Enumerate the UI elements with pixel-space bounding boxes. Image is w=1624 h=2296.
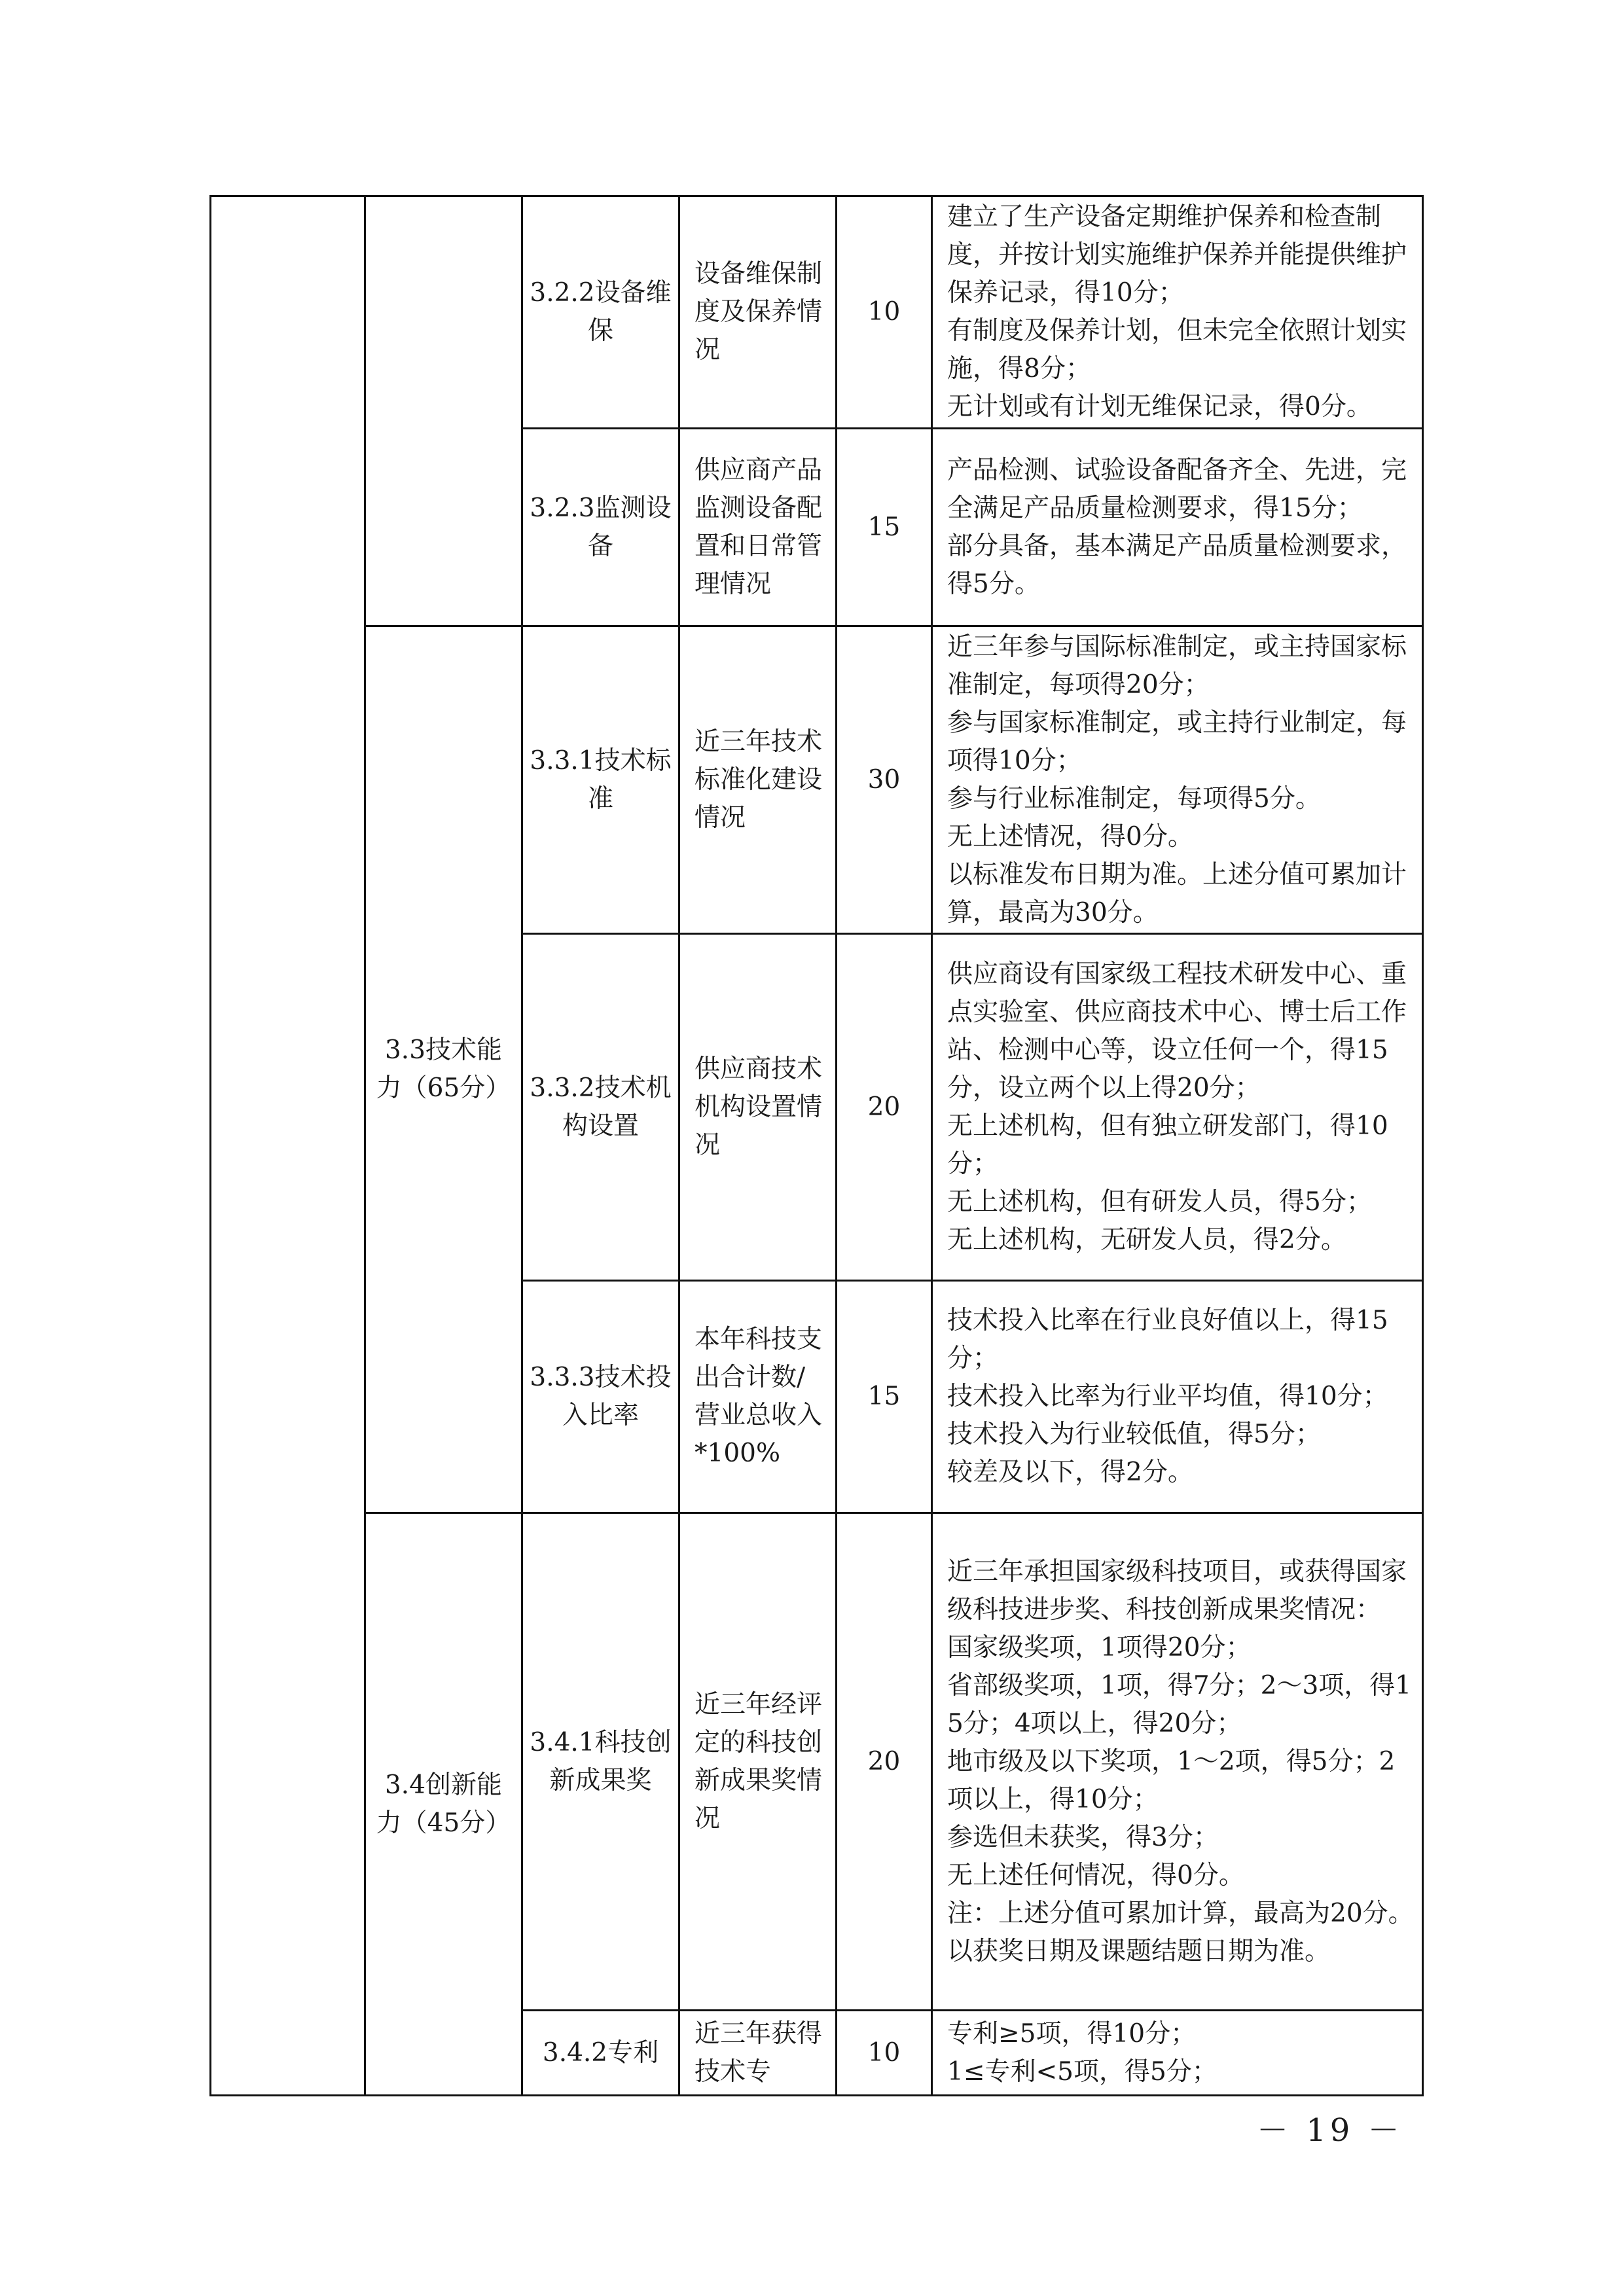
scoring-criteria [932, 1513, 1423, 2011]
indicator-content: 供应商技术机构设置情况 [679, 934, 837, 1281]
score-value: 20 [837, 1513, 932, 2011]
page-number: － 19 － [1257, 2112, 1403, 2149]
score-value: 10 [837, 2011, 932, 2096]
criteria-line: 1≤专利<5项，得5分； [947, 2056, 1218, 2087]
criteria-line: 参选但未获奖，得3分； [947, 1822, 1219, 1852]
indicator-content: 近三年技术标准化建设情况 [679, 626, 837, 934]
indicator-content: 本年科技支出合计数/营业总收入*100% [679, 1281, 837, 1513]
score-value: 20 [837, 934, 932, 1281]
criteria-line: 无上述机构，无研发人员，得2分。 [947, 1225, 1346, 1255]
criteria-line: 参与行业标准制定，每项得5分。 [947, 783, 1321, 814]
criteria-line: 产品检测、试验设备配备齐全、先进，完全满足产品质量检测要求，得15分； [947, 455, 1407, 523]
criteria-line: 地市级及以下奖项，1～2项，得5分；2项以上，得10分； [947, 1746, 1396, 1814]
table-row [211, 626, 1423, 934]
sub-item-code: 3.3.2技术机构设置 [522, 934, 679, 1281]
criteria-line: 技术投入为行业较低值，得5分； [947, 1420, 1321, 1449]
criteria-line: 部分具备，基本满足产品质量检测要求，得5分。 [947, 531, 1407, 599]
criteria-line: 无计划或有计划无维保记录，得0分。 [947, 392, 1372, 422]
criteria-line: 供应商设有国家级工程技术研发中心、重点实验室、供应商技术中心、博士后工作站、检测中心等，设立任何一个，得15分，设立两个以上得20分； [947, 959, 1407, 1103]
criteria-line: 注：上述分值可累加计算，最高为20分。以获奖日期及课题结题日期为准。 [947, 1898, 1414, 1966]
scoring-criteria [932, 2011, 1423, 2096]
indicator-content: 供应商产品监测设备配置和日常管理情况 [679, 429, 837, 626]
criteria-line: 近三年参与国际标准制定，或主持国家标准制定，每项得20分； [947, 632, 1407, 700]
criteria-line: 无上述机构，但有独立研发部门，得10分； [947, 1111, 1388, 1179]
score-value: 30 [837, 626, 932, 934]
group-cell-3-2 [365, 196, 522, 626]
criteria-line: 省部级奖项，1项，得7分；2～3项，得15分；4项以上，得20分； [947, 1670, 1412, 1738]
indicator-content: 设备维保制度及保养情况 [679, 196, 837, 429]
score-value: 15 [837, 429, 932, 626]
criteria-line: 无上述机构，但有研发人员，得5分； [947, 1187, 1372, 1217]
scoring-criteria [932, 1281, 1423, 1513]
score-value: 15 [837, 1281, 932, 1513]
evaluation-table [209, 195, 1424, 2096]
scoring-criteria [932, 934, 1423, 1281]
criteria-line: 以标准发布日期为准。上述分值可累加计算，最高为30分。 [947, 859, 1407, 927]
sub-item-code: 3.3.3技术投入比率 [522, 1281, 679, 1513]
group-label-innovation-capability: 3.4创新能力（45分） [365, 1513, 522, 2096]
score-value: 10 [837, 196, 932, 429]
indicator-content: 近三年获得技术专 [679, 2011, 837, 2096]
scoring-criteria [932, 196, 1423, 429]
group-label-tech-capability: 3.3技术能力（65分） [365, 626, 522, 1513]
table-row [211, 196, 1423, 429]
criteria-line: 有制度及保养计划，但未完全依照计划实施，得8分； [947, 316, 1407, 384]
criteria-line: 技术投入比率为行业平均值，得10分； [947, 1382, 1388, 1411]
criteria-line: 无上述任何情况，得0分。 [947, 1860, 1244, 1890]
sub-item-code: 3.4.1科技创新成果奖 [522, 1513, 679, 2011]
criteria-line: 专利≥5项，得10分； [947, 2018, 1197, 2049]
first-column-empty-cell [211, 196, 365, 2096]
scoring-criteria [932, 429, 1423, 626]
sub-item-code: 3.2.2设备维保 [522, 196, 679, 429]
table-row [211, 1513, 1423, 2011]
criteria-line: 建立了生产设备定期维护保养和检查制度，并按计划实施维护保养并能提供维护保养记录，得10分； [947, 202, 1407, 308]
sub-item-code: 3.2.3监测设备 [522, 429, 679, 626]
criteria-line: 较差及以下，得2分。 [947, 1458, 1193, 1487]
sub-item-code: 3.3.1技术标准 [522, 626, 679, 934]
criteria-line: 国家级奖项，1项得20分； [947, 1632, 1252, 1662]
criteria-line: 无上述情况，得0分。 [947, 821, 1193, 852]
criteria-line: 参与国家标准制定，或主持行业制定，每项得10分； [947, 708, 1407, 776]
criteria-line: 技术投入比率在行业良好值以上，得15分； [947, 1306, 1388, 1373]
indicator-content: 近三年经评定的科技创新成果奖情况 [679, 1513, 837, 2011]
sub-item-code: 3.4.2专利 [522, 2011, 679, 2096]
criteria-line: 近三年承担国家级科技项目，或获得国家级科技进步奖、科技创新成果奖情况： [947, 1556, 1407, 1624]
scoring-criteria [932, 626, 1423, 934]
